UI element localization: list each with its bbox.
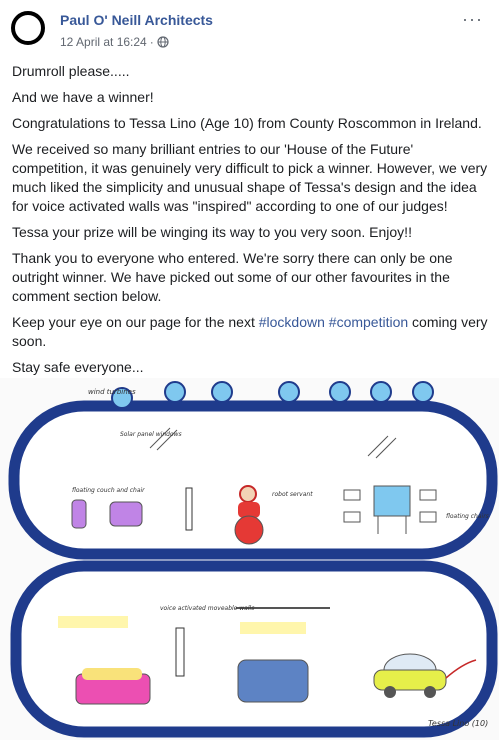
label-floating-chairs: floating chairs <box>446 513 489 520</box>
post-text <box>12 62 490 384</box>
post-image-drawing[interactable] <box>0 378 499 740</box>
post-paragraph: And we have a winner! <box>12 89 154 105</box>
author-avatar[interactable] <box>11 11 45 45</box>
post-paragraph: Tessa your prize will be winging its way to you very soon. Enjoy!! <box>12 224 412 240</box>
author-name[interactable]: Paul O' Neill Architects <box>60 12 213 28</box>
house-drawing <box>0 378 499 740</box>
hashtag-competition[interactable]: #competition <box>328 314 409 330</box>
post-meta <box>60 35 169 49</box>
hashtag-lockdown[interactable]: #lockdown <box>258 314 325 330</box>
label-voice-walls: voice activated moveable walls <box>160 605 255 612</box>
label-floating-couch: floating couch and chair <box>72 487 145 494</box>
post-timestamp[interactable]: 12 April at 16:24 <box>60 35 147 49</box>
post-paragraph: Stay safe everyone... <box>12 359 144 375</box>
label-robot-servant: robot servant <box>272 491 313 498</box>
post-paragraph: Drumroll please..... <box>12 63 130 79</box>
artist-signature: Tessa Lino (10) <box>428 719 489 728</box>
label-solar-panel: Solar panel windows <box>120 431 182 438</box>
post-paragraph: We received so many brilliant entries to our 'House of the Future' competition, it was genuinely very difficult to pick a winner. However, we very much liked the simplicity and unusual shape of Tessa's design and the idea for voice activated walls was "inspired" according to one of our judges! <box>12 141 488 214</box>
post-paragraph: Thank you to everyone who entered. We're sorry there can only be one outright winner. We have picked out some of our other favourites in the comment section below. <box>12 250 453 304</box>
label-wind-turbines: wind turbines <box>88 388 136 396</box>
meta-separator: · <box>149 35 154 49</box>
post-paragraph-hashtags: Keep your eye on our page for the next #lockdown #competition coming very soon. <box>12 314 488 349</box>
more-options-icon[interactable]: ··· <box>462 9 483 29</box>
post-paragraph: Congratulations to Tessa Lino (Age 10) from County Roscommon in Ireland. <box>12 115 482 131</box>
globe-icon[interactable] <box>157 36 169 48</box>
